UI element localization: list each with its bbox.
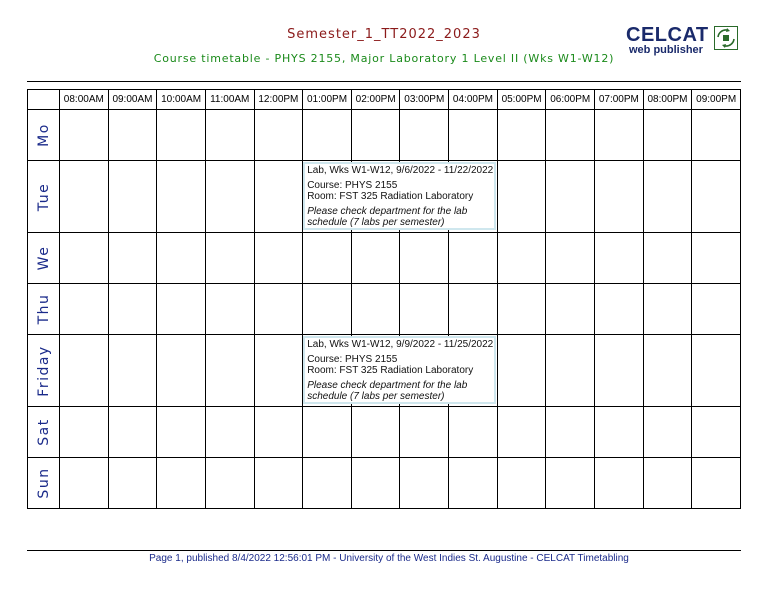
- time-slot-cell: [692, 110, 741, 161]
- celcat-logo: [626, 24, 744, 60]
- time-slot-cell: [254, 458, 303, 509]
- time-slot-cell: [60, 458, 109, 509]
- time-slot-cell: [108, 161, 157, 233]
- time-slot-cell: [595, 407, 644, 458]
- time-slot-cell: [108, 110, 157, 161]
- time-slot-cell: [351, 335, 400, 407]
- time-slot-cell: [497, 458, 546, 509]
- time-slot-cell: [60, 110, 109, 161]
- time-slot-cell: [692, 233, 741, 284]
- timetable-grid: [27, 89, 741, 509]
- day-label: Sun: [35, 467, 52, 499]
- time-slot-cell: [157, 407, 206, 458]
- time-slot-cell: [400, 161, 449, 233]
- event-course: Course: PHYS 2155: [307, 354, 398, 365]
- time-header: 08:00AM: [60, 90, 109, 110]
- day-row-sunday: [28, 458, 741, 509]
- time-slot-cell: [400, 110, 449, 161]
- time-header: 11:00AM: [205, 90, 254, 110]
- time-slot-cell: [351, 284, 400, 335]
- time-header: 03:00PM: [400, 90, 449, 110]
- time-slot-cell: [692, 161, 741, 233]
- time-slot-cell: [254, 407, 303, 458]
- time-slot-cell: [157, 284, 206, 335]
- time-slot-cell: [497, 161, 546, 233]
- time-slot-cell: [157, 335, 206, 407]
- time-slot-cell: [497, 110, 546, 161]
- time-slot-cell: [449, 161, 498, 233]
- day-row-wednesday: [28, 233, 741, 284]
- time-slot-cell: [205, 407, 254, 458]
- time-slot-cell: [205, 284, 254, 335]
- time-slot-cell: [157, 161, 206, 233]
- day-label-cell: [28, 284, 60, 335]
- time-slot-cell: [449, 284, 498, 335]
- time-slot-cell: [108, 407, 157, 458]
- day-label-cell: [28, 161, 60, 233]
- time-slot-cell: [497, 407, 546, 458]
- time-slot-cell: [400, 407, 449, 458]
- time-slot-cell: [595, 335, 644, 407]
- event-room: Room: FST 325 Radiation Laboratory: [307, 365, 474, 376]
- time-header: 09:00PM: [692, 90, 741, 110]
- time-header: 07:00PM: [595, 90, 644, 110]
- time-header: 04:00PM: [449, 90, 498, 110]
- timetable-title: Semester_1_TT2022_2023: [287, 27, 481, 42]
- day-row-monday: [28, 110, 741, 161]
- time-slot-cell: [400, 458, 449, 509]
- time-slot-cell: [546, 284, 595, 335]
- time-slot-cell: [449, 335, 498, 407]
- day-row-friday: [28, 335, 741, 407]
- time-slot-cell: [351, 458, 400, 509]
- day-label-cell: [28, 110, 60, 161]
- event-heading: Lab, Wks W1-W12, 9/9/2022 - 11/25/2022: [307, 339, 494, 350]
- page-footer: Page 1, published 8/4/2022 12:56:01 PM - University of the West Indies St. Augustine - CELCAT Timetabling: [149, 553, 629, 564]
- day-label: Sat: [35, 418, 52, 446]
- time-slot-cell: [692, 407, 741, 458]
- event-heading: Lab, Wks W1-W12, 9/6/2022 - 11/22/2022: [307, 165, 494, 176]
- time-slot-cell: [449, 458, 498, 509]
- time-slot-cell: [108, 335, 157, 407]
- time-slot-cell: [692, 335, 741, 407]
- time-slot-cell: [303, 284, 352, 335]
- time-slot-cell: [643, 161, 692, 233]
- time-slot-cell: [595, 284, 644, 335]
- time-slot-cell: [351, 161, 400, 233]
- time-header: 12:00PM: [254, 90, 303, 110]
- time-header: 01:00PM: [303, 90, 352, 110]
- time-slot-cell: [60, 284, 109, 335]
- time-slot-cell: [449, 110, 498, 161]
- event-note: Please check department for the lab schedule (7 labs per semester): [307, 206, 468, 228]
- day-label: Tue: [35, 182, 52, 211]
- time-slot-cell: [449, 407, 498, 458]
- time-header: 08:00PM: [643, 90, 692, 110]
- time-header-row: [28, 90, 741, 110]
- time-slot-cell: [303, 407, 352, 458]
- time-header: 02:00PM: [351, 90, 400, 110]
- time-slot-cell: [643, 233, 692, 284]
- logo-mark-icon: [714, 26, 738, 50]
- time-slot-cell: [205, 458, 254, 509]
- time-slot-cell: [60, 335, 109, 407]
- time-slot-cell: [254, 161, 303, 233]
- time-slot-cell: [497, 335, 546, 407]
- time-slot-cell: [157, 110, 206, 161]
- time-slot-cell: [254, 233, 303, 284]
- time-slot-cell: [157, 233, 206, 284]
- day-label-cell: [28, 233, 60, 284]
- time-header: 05:00PM: [497, 90, 546, 110]
- day-label: We: [35, 245, 52, 271]
- time-slot-cell: [351, 233, 400, 284]
- time-slot-cell: [60, 161, 109, 233]
- time-slot-cell: [595, 110, 644, 161]
- time-slot-cell: [254, 110, 303, 161]
- time-header: 06:00PM: [546, 90, 595, 110]
- time-slot-cell: [546, 233, 595, 284]
- time-slot-cell: [303, 233, 352, 284]
- header-divider: [27, 81, 741, 82]
- time-slot-cell: [205, 233, 254, 284]
- time-slot-cell: [108, 284, 157, 335]
- event-room: Room: FST 325 Radiation Laboratory: [307, 191, 474, 202]
- event-anchor-cell: [303, 161, 494, 233]
- time-slot-cell: [303, 110, 352, 161]
- time-slot-cell: [157, 458, 206, 509]
- time-slot-cell: [60, 407, 109, 458]
- day-label-cell: [28, 407, 60, 458]
- time-slot-cell: [643, 335, 692, 407]
- time-slot-cell: [546, 161, 595, 233]
- day-label: Mo: [35, 123, 52, 147]
- logo-tagline: web publisher: [629, 44, 703, 56]
- time-slot-cell: [205, 335, 254, 407]
- time-slot-cell: [692, 458, 741, 509]
- time-slot-cell: [595, 161, 644, 233]
- time-slot-cell: [546, 407, 595, 458]
- time-slot-cell: [108, 233, 157, 284]
- time-slot-cell: [595, 233, 644, 284]
- event-anchor-cell: [303, 335, 494, 407]
- time-slot-cell: [692, 284, 741, 335]
- time-slot-cell: [643, 407, 692, 458]
- day-row-thursday: [28, 284, 741, 335]
- time-slot-cell: [205, 161, 254, 233]
- time-slot-cell: [254, 335, 303, 407]
- logo-wordmark: CELCAT: [626, 24, 709, 46]
- time-slot-cell: [643, 458, 692, 509]
- time-slot-cell: [400, 335, 449, 407]
- day-label-cell: [28, 335, 60, 407]
- time-slot-cell: [546, 335, 595, 407]
- time-slot-cell: [60, 233, 109, 284]
- time-slot-cell: [205, 110, 254, 161]
- time-slot-cell: [303, 458, 352, 509]
- time-slot-cell: [643, 284, 692, 335]
- day-label: Friday: [35, 344, 52, 397]
- time-slot-cell: [400, 284, 449, 335]
- day-row-tuesday: [28, 161, 741, 233]
- day-label: Thu: [35, 293, 52, 325]
- event-note: Please check department for the lab schedule (7 labs per semester): [307, 380, 468, 402]
- time-slot-cell: [595, 458, 644, 509]
- time-slot-cell: [497, 233, 546, 284]
- course-subtitle: Course timetable - PHYS 2155, Major Laboratory 1 Level II (Wks W1-W12): [153, 52, 615, 65]
- time-header: 10:00AM: [157, 90, 206, 110]
- time-slot-cell: [351, 110, 400, 161]
- time-slot-cell: [546, 458, 595, 509]
- time-header: 09:00AM: [108, 90, 157, 110]
- footer-divider: [27, 550, 741, 551]
- time-slot-cell: [400, 233, 449, 284]
- day-label-cell: [28, 458, 60, 509]
- time-slot-cell: [643, 110, 692, 161]
- time-slot-cell: [497, 284, 546, 335]
- corner-cell: [28, 90, 60, 110]
- time-slot-cell: [449, 233, 498, 284]
- time-slot-cell: [108, 458, 157, 509]
- time-slot-cell: [254, 284, 303, 335]
- day-row-saturday: [28, 407, 741, 458]
- event-course: Course: PHYS 2155: [307, 180, 398, 191]
- time-slot-cell: [546, 110, 595, 161]
- time-slot-cell: [351, 407, 400, 458]
